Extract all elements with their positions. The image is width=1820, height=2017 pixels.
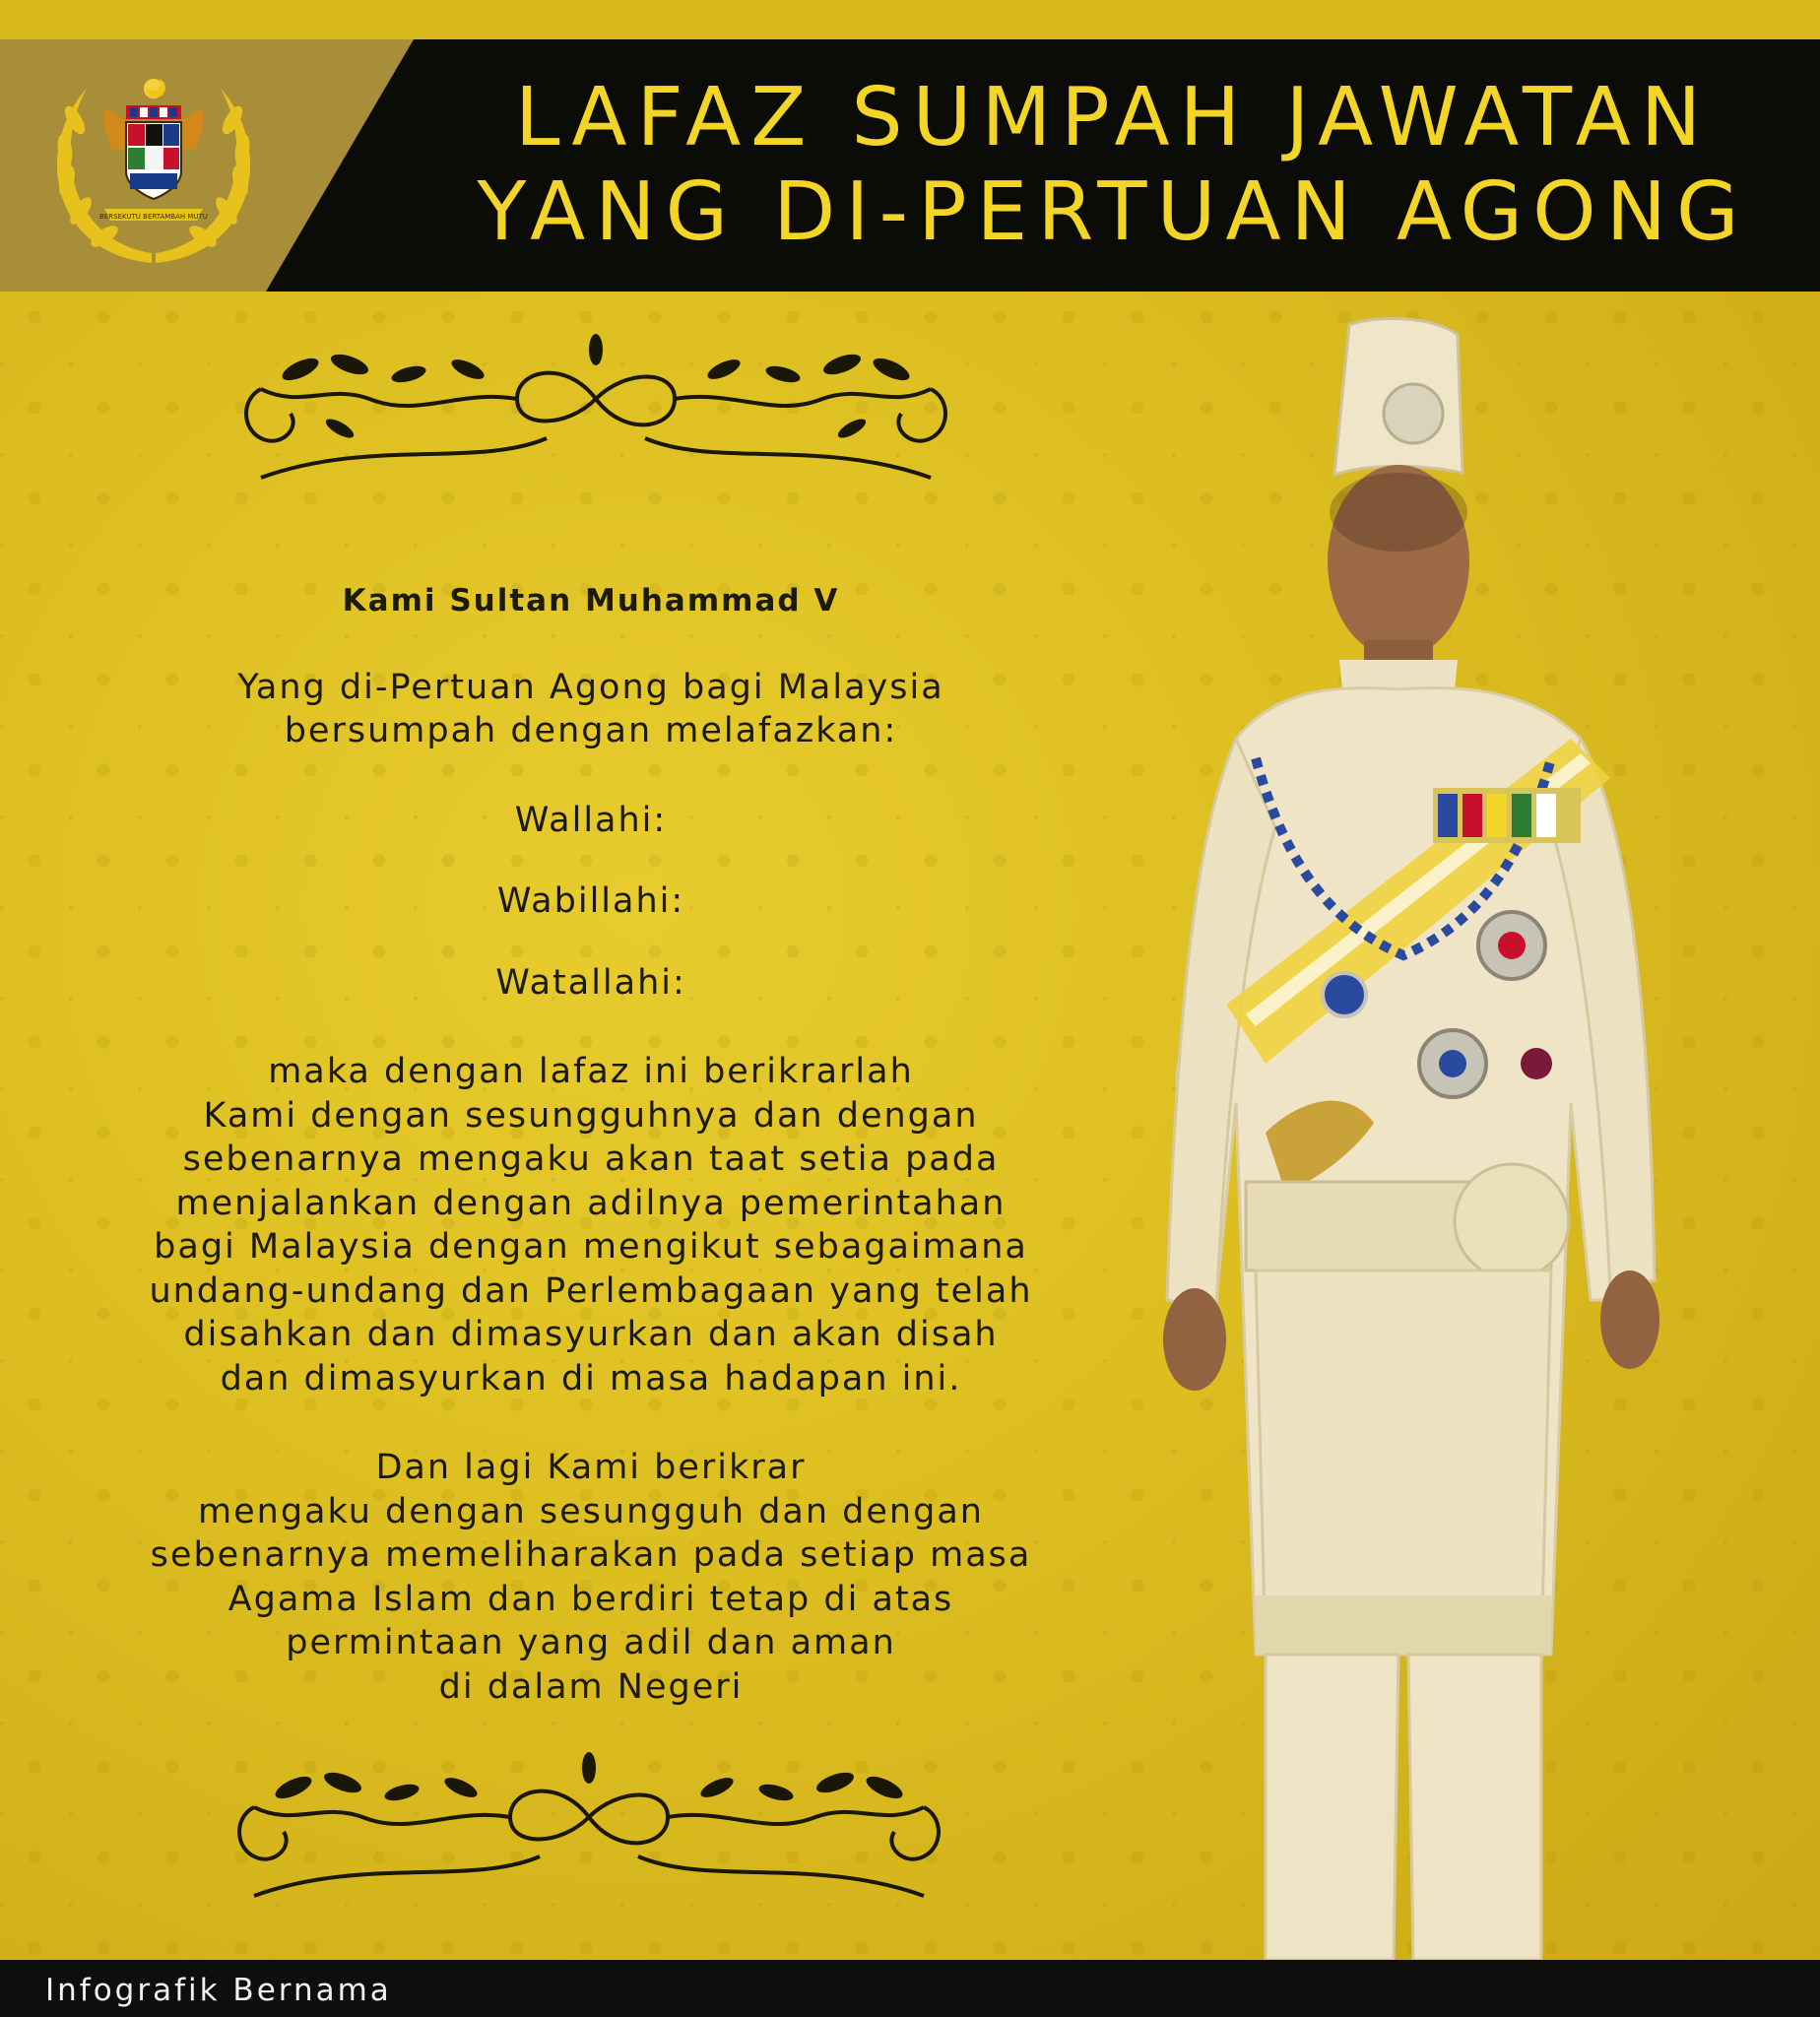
oath-line: maka dengan lafaz ini berikrarlah — [268, 1052, 914, 1091]
svg-text:BERSEKUTU BERTAMBAH MUTU: BERSEKUTU BERTAMBAH MUTU — [99, 213, 208, 221]
oath-heading: Kami Sultan Muhammad V — [342, 583, 840, 618]
oath-line: dan dimasyurkan di masa hadapan ini. — [220, 1358, 962, 1399]
oath-line: disahkan dan dimasyurkan dan akan disah — [183, 1315, 999, 1354]
oath-line: Agama Islam dan berdiri tetap di atas — [228, 1579, 954, 1619]
oath-line: undang-undang dan Perlembagaan yang telah — [149, 1270, 1033, 1311]
oath-paragraph-1 — [69, 1050, 1113, 1400]
oath-line: menjalankan dengan adilnya pemerintahan — [175, 1183, 1007, 1223]
title-line-1: LAFAZ SUMPAH JAWATAN — [514, 71, 1712, 164]
oath-line: mengaku dengan sesungguh dan dengan — [198, 1491, 984, 1531]
royal-portrait-figure — [1118, 315, 1788, 1960]
oath-line: di dalam Negeri — [438, 1666, 744, 1707]
page-title — [423, 71, 1802, 260]
invocation-watallahi: Watallahi: — [495, 962, 686, 1003]
oath-line: bagi Malaysia dengan mengikut sebagaimana — [154, 1227, 1028, 1267]
oath-paragraph-2 — [69, 1446, 1113, 1709]
oath-line: Kami dengan sesungguhnya dan dengan — [203, 1095, 979, 1136]
oath-text — [69, 579, 1113, 1754]
ornament-top — [222, 330, 970, 497]
top-strip — [0, 0, 1820, 39]
title-line-2: YANG DI-PERTUAN AGONG — [477, 165, 1749, 259]
oath-line: Dan lagi Kami berikrar — [375, 1448, 807, 1487]
oath-intro — [69, 666, 1113, 753]
oath-intro-line: Yang di-Pertuan Agong bagi Malaysia — [237, 667, 944, 707]
malaysia-coat-of-arms-icon — [35, 61, 272, 278]
footer-credit: Infografik Bernama — [45, 1973, 392, 2008]
oath-line: permintaan yang adil dan aman — [286, 1623, 896, 1662]
invocation-wabillahi: Wabillahi: — [496, 881, 685, 921]
oath-line: sebenarnya memeliharakan pada setiap masa — [150, 1535, 1032, 1575]
oath-intro-line: bersumpah dengan melafazkan: — [284, 711, 898, 750]
ornament-bottom — [215, 1738, 963, 1906]
oath-line: sebenarnya mengaku akan taat setia pada — [182, 1139, 1000, 1179]
invocation-wallahi: Wallahi: — [514, 800, 668, 840]
